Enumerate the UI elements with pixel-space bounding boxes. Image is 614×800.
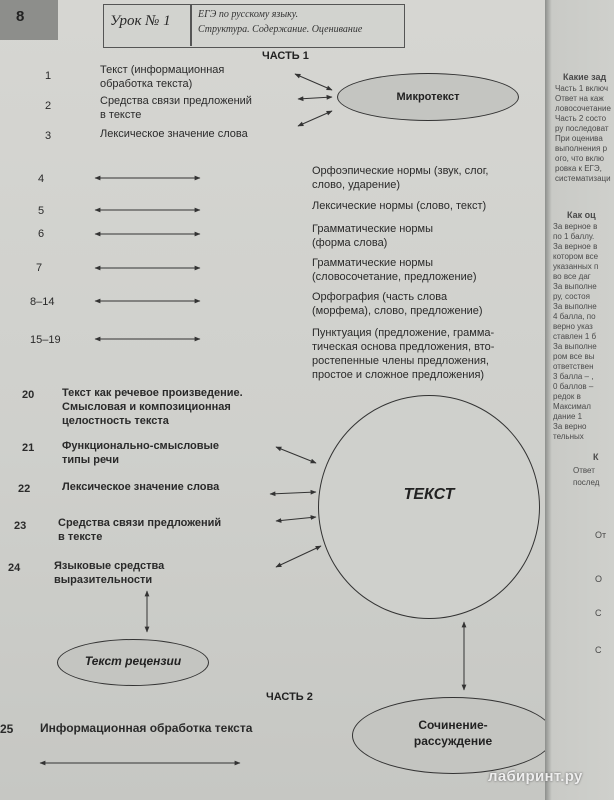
item-number: 8–14 — [30, 296, 55, 308]
right-page-line: 4 балла, по — [553, 312, 596, 321]
right-page-side-letter: От — [595, 530, 607, 540]
right-page-line: указанных п — [553, 262, 599, 271]
right-page-line: За верное в — [553, 222, 598, 231]
item-number: 24 — [8, 562, 21, 574]
item-text: Пунктуация (предложение, грамма- тическая основа предложения, вто- ростепенные члены предложения, простое и сложное предложения) — [312, 327, 495, 381]
right-page-line: систематизаци — [555, 174, 611, 183]
item-text: Средства связи предложений в тексте — [58, 517, 222, 543]
arrow-line — [270, 492, 316, 494]
item-text: Грамматические нормы (форма слова) — [312, 223, 434, 249]
right-page-line: дание 1 — [553, 412, 583, 421]
right-page-line: тельных — [553, 432, 584, 441]
right-page-side-letter: О — [595, 574, 603, 584]
part1-title: ЧАСТЬ 1 — [262, 50, 309, 62]
item-number: 1 — [45, 70, 52, 82]
right-page-line: 3 балла – , — [553, 372, 594, 381]
right-page-line: по 1 баллу. — [553, 232, 595, 241]
item-text: Лексическое значение слова — [100, 128, 248, 140]
item-number: 15–19 — [30, 334, 61, 346]
item-text: Лексические нормы (слово, текст) — [312, 200, 487, 212]
item-number: 2 — [45, 100, 52, 112]
item-text: Текст (информационная обработка текста) — [100, 64, 225, 90]
right-page-line: ответствен — [553, 362, 594, 371]
arrow-line — [295, 74, 332, 90]
item-text: Информационная обработка текста — [40, 721, 253, 735]
item-number: 7 — [36, 262, 43, 274]
right-page-line: За выполне — [553, 342, 597, 351]
right-page-line: во все даг — [553, 272, 591, 281]
microtext-label: Микротекст — [396, 91, 460, 103]
right-page-line: ровка к ЕГЭ, — [555, 164, 602, 173]
right-page-side-letter: С — [595, 608, 602, 618]
arrow-line — [276, 546, 321, 567]
right-page-line: 0 баллов – — [553, 382, 594, 391]
lesson-title: Урок № 1 — [110, 13, 171, 29]
part2-title: ЧАСТЬ 2 — [266, 691, 313, 703]
right-page-line: выполнения р — [555, 144, 608, 153]
item-number: 25 — [0, 722, 14, 736]
right-page-line: послед — [573, 478, 600, 487]
right-page-line: За верное в — [553, 242, 598, 251]
right-page-line: ру, состоя — [553, 292, 590, 301]
right-page-line: Ответ на каж — [555, 94, 604, 103]
item-text: Орфография (часть слова (морфема), слово, предложение) — [312, 291, 483, 317]
header-subtitle-1: ЕГЭ по русскому языку. — [198, 9, 299, 20]
watermark: лабиринт.ру — [488, 768, 583, 785]
arrow-line — [276, 517, 316, 521]
right-page-line: редок в — [553, 392, 581, 401]
right-page-line: ру последоват — [555, 124, 609, 133]
item-number: 22 — [18, 483, 31, 495]
item-text: Грамматические нормы (словосочетание, предложение) — [312, 257, 477, 283]
item-number: 20 — [22, 389, 35, 401]
item-text: Языковые средства выразительности — [54, 560, 165, 586]
item-text: Текст как речевое произведение. Смысловая и композиционная целостность текста — [62, 387, 243, 427]
right-heading: Какие зад — [563, 72, 607, 82]
right-page-line: Максимал — [553, 402, 591, 411]
item-number: 5 — [38, 205, 45, 217]
text-label: ТЕКСТ — [403, 486, 455, 503]
right-page-line: Ответ — [573, 466, 595, 475]
header-mark: 8 — [16, 8, 25, 25]
right-page-line: верно указ — [553, 322, 593, 331]
header-subtitle-2: Структура. Содержание. Оценивание — [198, 24, 363, 35]
item-text: Средства связи предложений в тексте — [100, 95, 252, 121]
arrow-line — [298, 97, 332, 99]
right-page-line: ставлен 1 б — [553, 332, 597, 341]
item-number: 23 — [14, 520, 27, 532]
right-page-line: Часть 1 включ — [555, 84, 609, 93]
item-number: 6 — [38, 228, 45, 240]
right-page-side-letter: С — [595, 645, 602, 655]
arrow-line — [298, 111, 332, 126]
right-page-line: За выполне — [553, 302, 597, 311]
right-page-line: ловосочетание — [555, 104, 611, 113]
right-page-line: котором все — [553, 252, 599, 261]
right-page-line: При оценива — [555, 134, 603, 143]
item-text: Функционально-смысловые типы речи — [62, 440, 220, 466]
facing-page — [545, 0, 614, 800]
item-number: 4 — [38, 173, 45, 185]
right-heading-3: К — [593, 452, 599, 462]
essay-label: Сочинение- рассуждение — [413, 718, 493, 748]
right-page-line: ого, что вклю — [555, 154, 605, 163]
right-page-line: Часть 2 состо — [555, 114, 607, 123]
right-page-line: За верно — [553, 422, 587, 431]
item-number: 21 — [22, 442, 35, 454]
item-text: Лексическое значение слова — [62, 481, 220, 493]
right-page-line: За выполне — [553, 282, 597, 291]
review-label: Текст рецензии — [84, 654, 182, 668]
arrow-line — [276, 447, 316, 463]
item-text: Орфоэпические нормы (звук, слог, слово, ударение) — [312, 165, 489, 191]
right-page-line: ром все вы — [553, 352, 595, 361]
right-heading-2: Как оц — [567, 210, 596, 220]
item-number: 3 — [45, 130, 52, 142]
